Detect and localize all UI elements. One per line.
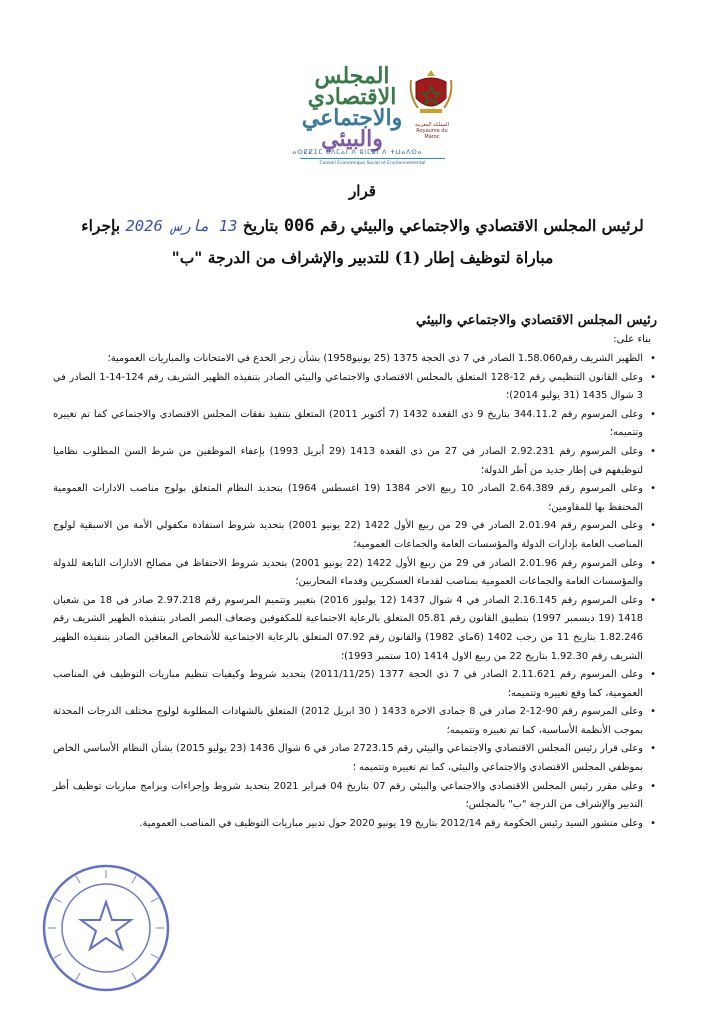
- intro-text: بناء على:: [613, 334, 651, 345]
- list-item: • وعلى المرسوم رقم 2.64.389 الصادر 10 ربيع الاخر 1384 (19 اغسطس 1964) بتحديد النظام المتعلق بولوج مناصب الادارات العمومية المحتفظ بها للمقاومين؛: [53, 480, 643, 517]
- list-item: • وعلى المرسوم رقم 2.11.621 الصادر في 7 ذي الحجة 1377 (2011/11/25) بتحديد شروط وكيفيات تنظيم مباريات التوظيف في المناصب العمومية، كما وقع تغييره وتتميمه؛: [53, 666, 643, 703]
- list-item: • وعلى المرسوم رقم 90-12-2 صادر في 8 جمادى الاخرة 1433 ( 30 ابريل 2012) المتعلق بالشهادات المطلوبة لولوج مختلف الدرجات المحدثة بموجب الأنظمة الأساسية، كما تم تغييره وتتميمه؛: [53, 703, 643, 740]
- list-item: • وعلى المرسوم رقم 2.16.145 الصادر في 4 شوال 1437 (12 يوليوز 2016) بتغيير وتتميم المرسوم رقم 2.97.218 صادر في 18 من شعبان 1418 (19 ديسمبر 1997) بتطبيق القانون رقم 05.81 المتعلق بالرعاية الاجتماعية للمكفوفين وضعاف البصر الصادر بتنفيذه الظهير الشريف رقم 1.82.246 بتاريخ 11 من رجب 1402 (6ماي 1982) والقانون رقم 07.92 المتعلق بالرعاية الاجتماعية للأشخاص المعاقين الصادر بتنفيذه الظهير الشريف رقم 1.92.30 بتاريخ 22 من ربيع الاول 1414 (10 ستمبر 1993)؛: [53, 592, 643, 666]
- council-name-line: المجلس: [314, 63, 390, 89]
- list-item: • وعلى المرسوم رقم 2.01.96 الصادر في 29 من ربيع الأول 1422 (22 يونيو 2001) بتحديد شروط الاحتفاظ في مصالح الادارات التابعة للدولة والمؤسسات العامة والجماعات العمومية بمناصب لقدماء العسكريين وقدماء المحاربين؛: [53, 555, 643, 592]
- royal-emblem-icon: [408, 68, 454, 116]
- date-stamp: 13 مارس 2026: [125, 217, 238, 235]
- list-item: • وعلى منشور السيد رئيس الحكومة رقم 2012/14 بتاريخ 19 يونيو 2020 حول تدبير مباريات التوظيف في المناصب العمومية.: [53, 815, 643, 834]
- document-type: قرار: [349, 182, 376, 200]
- royal-caption: [412, 122, 452, 140]
- list-item: • وعلى القانون التنظيمي رقم 12-128 المتعلق بالمجلس الاقتصادي والاجتماعي والبيئي الصادر بتنفيذه الظهير الشريف رقم 124-14-1 الصادر في 3 شوال 1435 (31 يوليو 2014)؛: [53, 369, 643, 406]
- title-text: بتاريخ: [242, 216, 279, 235]
- list-item: • وعلى المرسوم رقم 2.01.94 الصادر في 29 من ربيع الأول 1422 (22 يونيو 2001) بتحديد شروط استفادة مكفولي الأمة من الاسبقية لولوج المناصب العامة بإدارات الدولة والمؤسسات العامة والجماعات العمومية؛: [53, 517, 643, 554]
- list-item: • وعلى المرسوم رقم 2.92.231 الصادر في 27 من ذي القعدة 1413 (29 أبريل 1993) بإعفاء الموظفين من شرط السن المطلوب نظاميا لتوظيفهم في إطار جديد من أطر الدولة؛: [53, 443, 643, 480]
- title-text: بإجراء: [81, 216, 121, 235]
- decision-number: 006: [283, 216, 315, 236]
- royal-caption-fr: Royaume du Maroc: [416, 128, 448, 140]
- title-text: لرئيس المجلس الاقتصادي والاجتماعي والبيئي رقم: [319, 216, 644, 235]
- decision-subject: مباراة لتوظيف إطار (1) للتدبير والإشراف من الدرجة "ب": [171, 248, 554, 267]
- council-name-line: والبيئي: [321, 126, 383, 152]
- council-name-ar: [300, 63, 404, 152]
- decision-title-line: [0, 216, 725, 236]
- council-name-line: والاجتماعي: [301, 105, 403, 131]
- list-item: • وعلى مقرر رئيس المجلس الاقتصادي والاجتماعي والبيئي رقم 07 بتاريخ 04 فبراير 2021 بتحديد شروط وإجراءات وبرامج مباريات توظيف أطر التدبير والإشراف من الدرجة "ب" بالمجلس؛: [53, 778, 643, 815]
- official-stamp-icon: [40, 862, 172, 994]
- letterhead: [0, 62, 725, 182]
- council-name-line: الاقتصادي: [307, 84, 397, 110]
- legal-references-list: [53, 350, 657, 833]
- list-item: • الظهير الشريف رقم1.58.060 الصادر في 7 ذي الحجة 1375 (25 يونيو1958) بشأن زجر الخدع في الامتحانات والمباريات العمومية؛: [53, 350, 643, 369]
- list-item: • وعلى قرار رئيس المجلس الاقتصادي والاجتماعي والبيئي رقم 2723.15 صادر في 6 شوال 1436 (23 يوليو 2015) بشأن النظام الأساسي الخاص بموظفي المجلس الاقتصادي والاجتماعي والبيئي، كما تم تغييره وتتميمه ؛: [53, 740, 643, 777]
- council-name-fr: Conseil Economique Social et Environnemental: [300, 158, 445, 166]
- council-name-tifinagh: ⴰⵙⵇⵇⵉⵎ ⴰⴷⵎⴰⵏ ⴷ ⵓⵏⵎⵓⵏ ⴷ ⵜⵡⴰⴷⵙⴰ: [292, 149, 423, 156]
- list-item: • وعلى المرسوم رقم 344.11.2 بتاريخ 9 ذي القعدة 1432 (7 أكتوبر 2011) المتعلق بتنفيذ نفقات المجلس الاقتصادي والاجتماعي كما تم تغييره وتتميمه؛: [53, 406, 643, 443]
- royal-caption-ar: المملكة المغربية: [415, 122, 449, 128]
- section-heading: رئيس المجلس الاقتصادي والاجتماعي والبيئي: [415, 313, 657, 328]
